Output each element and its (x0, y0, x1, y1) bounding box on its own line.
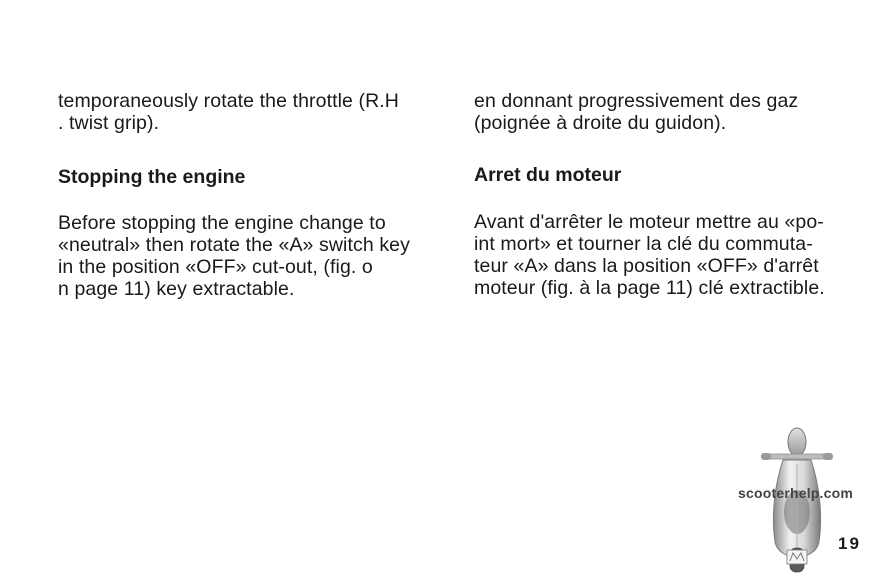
french-intro-line1: en donnant progressivement des gaz (474, 90, 799, 112)
english-body-line1: Before stopping the engine change to (58, 212, 386, 234)
english-intro-line2: . twist grip). (58, 112, 160, 134)
french-body-text (474, 211, 858, 299)
french-section-heading: Arret du moteur (474, 164, 622, 186)
english-body-text (58, 212, 440, 300)
english-section-heading: Stopping the engine (58, 166, 246, 188)
french-intro-line2: (poignée à droite du guidon). (474, 112, 727, 134)
english-body-line3: in the position «OFF» cut-out, (fig. o (58, 256, 373, 278)
english-body-line4: n page 11) key extractable. (58, 278, 295, 300)
watermark-text: scooterhelp.com (738, 485, 854, 501)
english-column (58, 90, 440, 300)
french-column (474, 90, 858, 299)
french-body-line2: int mort» et tourner la clé du commuta- (474, 233, 813, 255)
french-intro-text (474, 90, 858, 134)
english-body-line2: «neutral» then rotate the «A» switch key (58, 234, 410, 256)
french-body-line4: moteur (fig. à la page 11) clé extractible. (474, 277, 825, 299)
french-body-line3: teur «A» dans la position «OFF» d'arrêt (474, 255, 819, 277)
page-number: 19 (838, 534, 861, 553)
english-intro-text (58, 90, 440, 134)
french-body-line1: Avant d'arrêter le moteur mettre au «po- (474, 211, 824, 233)
english-intro-line1: temporaneously rotate the throttle (R.H (58, 90, 399, 112)
